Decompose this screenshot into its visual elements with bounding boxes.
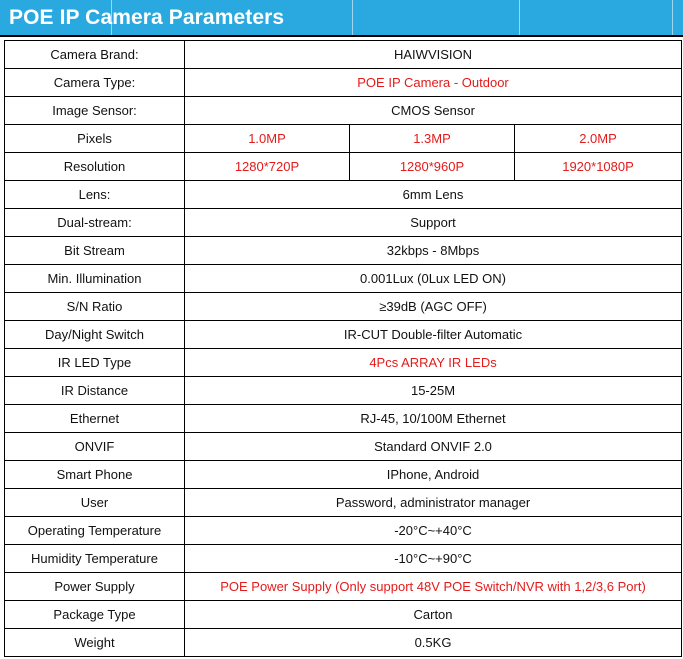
param-value: -10°C~+90°C	[185, 545, 682, 573]
table-row	[5, 461, 682, 489]
param-label: Bit Stream	[5, 237, 185, 265]
table-row	[5, 489, 682, 517]
param-label: Pixels	[5, 125, 185, 153]
param-label: Day/Night Switch	[5, 321, 185, 349]
table-row	[5, 153, 682, 181]
gridline	[672, 0, 673, 35]
param-label: ONVIF	[5, 433, 185, 461]
table-row	[5, 321, 682, 349]
table-row	[5, 349, 682, 377]
table-row	[5, 377, 682, 405]
param-value: 2.0MP	[515, 125, 682, 153]
param-value: IR-CUT Double-filter Automatic	[185, 321, 682, 349]
table-row	[5, 629, 682, 657]
param-label: User	[5, 489, 185, 517]
param-value: Password, administrator manager	[185, 489, 682, 517]
param-value: 1280*960P	[350, 153, 515, 181]
param-label: Weight	[5, 629, 185, 657]
param-value: HAIWVISION	[185, 41, 682, 69]
param-label: Humidity Temperature	[5, 545, 185, 573]
param-value: IPhone, Android	[185, 461, 682, 489]
param-label: Ethernet	[5, 405, 185, 433]
param-label: Dual-stream:	[5, 209, 185, 237]
table-row	[5, 237, 682, 265]
table-row	[5, 601, 682, 629]
param-value: POE Power Supply (Only support 48V POE Switch/NVR with 1,2/3,6 Port)	[185, 573, 682, 601]
table-row	[5, 181, 682, 209]
table-row	[5, 209, 682, 237]
param-label: Operating Temperature	[5, 517, 185, 545]
param-value: 1280*720P	[185, 153, 350, 181]
param-label: Camera Type:	[5, 69, 185, 97]
gridline	[352, 0, 353, 35]
param-label: IR Distance	[5, 377, 185, 405]
param-value: 1.0MP	[185, 125, 350, 153]
param-value: CMOS Sensor	[185, 97, 682, 125]
parameters-table	[4, 40, 682, 657]
table-row	[5, 517, 682, 545]
param-value: 1.3MP	[350, 125, 515, 153]
param-value: 4Pcs ARRAY IR LEDs	[185, 349, 682, 377]
parameters-table-body	[5, 41, 682, 657]
param-label: Resolution	[5, 153, 185, 181]
param-value: 32kbps - 8Mbps	[185, 237, 682, 265]
table-row	[5, 97, 682, 125]
page-title: POE IP Camera Parameters	[9, 6, 285, 29]
table-row	[5, 405, 682, 433]
param-label: Image Sensor:	[5, 97, 185, 125]
param-label: Lens:	[5, 181, 185, 209]
table-row	[5, 125, 682, 153]
param-value: -20°C~+40°C	[185, 517, 682, 545]
table-row	[5, 41, 682, 69]
table-row	[5, 69, 682, 97]
param-value: POE IP Camera - Outdoor	[185, 69, 682, 97]
param-value: 0.001Lux (0Lux LED ON)	[185, 265, 682, 293]
param-value: ≥39dB (AGC OFF)	[185, 293, 682, 321]
table-row	[5, 545, 682, 573]
param-label: Power Supply	[5, 573, 185, 601]
param-label: Min. Illumination	[5, 265, 185, 293]
table-row	[5, 265, 682, 293]
param-value: Carton	[185, 601, 682, 629]
param-value: 1920*1080P	[515, 153, 682, 181]
param-label: Smart Phone	[5, 461, 185, 489]
param-value: 6mm Lens	[185, 181, 682, 209]
gridline	[519, 0, 520, 35]
param-value: 15-25M	[185, 377, 682, 405]
param-label: S/N Ratio	[5, 293, 185, 321]
param-value: RJ-45, 10/100M Ethernet	[185, 405, 682, 433]
table-row	[5, 293, 682, 321]
title-bar	[0, 0, 683, 37]
table-row	[5, 433, 682, 461]
param-value: Support	[185, 209, 682, 237]
table-row	[5, 573, 682, 601]
param-value: 0.5KG	[185, 629, 682, 657]
param-label: Camera Brand:	[5, 41, 185, 69]
param-value: Standard ONVIF 2.0	[185, 433, 682, 461]
param-label: IR LED Type	[5, 349, 185, 377]
param-label: Package Type	[5, 601, 185, 629]
